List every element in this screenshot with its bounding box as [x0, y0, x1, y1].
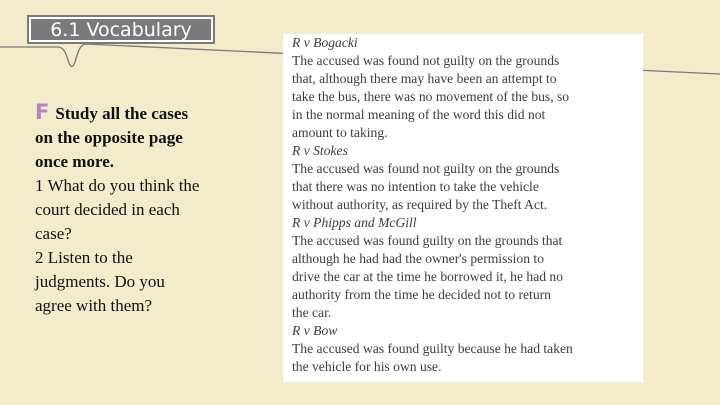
instruction-block	[35, 100, 255, 174]
task-letter: F	[35, 100, 50, 124]
question-line: 1 What do you think the	[35, 176, 200, 195]
question-line: 2 Listen to the	[35, 248, 133, 267]
case-line: the car.	[292, 305, 332, 320]
case-line: The accused was found not guilty on the grounds	[292, 53, 560, 68]
cases-list	[292, 34, 642, 376]
case-line: without authority, as required by the Theft Act.	[292, 197, 548, 212]
case-line: The accused was found not guilty on the grounds	[292, 161, 560, 176]
question-line: court decided in each	[35, 200, 180, 219]
case-line: that there was no intention to take the vehicle	[292, 179, 539, 194]
instruction-line: Study all the cases	[55, 104, 189, 123]
case-line: drive the car at the time he borrowed it, he had no	[292, 269, 564, 284]
case-line: The accused was found guilty because he had taken	[292, 341, 573, 356]
instruction-line: once more.	[35, 152, 114, 171]
question-line: case?	[35, 224, 72, 243]
case-phipps-mcgill	[292, 214, 642, 322]
case-line: take the bus, there was no movement of the bus, so	[292, 89, 570, 104]
case-line: in the normal meaning of the word this did not	[292, 107, 546, 122]
case-line: amount to taking.	[292, 125, 388, 140]
case-name: R v Stokes	[292, 143, 348, 158]
case-line: although he had had the owner's permission to	[292, 251, 544, 266]
slide-title: 6.1 Vocabulary	[50, 19, 192, 41]
case-line: authority from the time he decided not to return	[292, 287, 551, 302]
questions-block	[35, 174, 255, 318]
case-line: The accused was found guilty on the grounds that	[292, 233, 563, 248]
question-line: judgments. Do you	[35, 272, 165, 291]
cases-panel	[283, 34, 643, 382]
case-line: the vehicle for his own use.	[292, 359, 442, 374]
slide-title-box	[27, 15, 215, 44]
instruction-line: on the opposite page	[35, 128, 183, 147]
case-line: that, although there may have been an attempt to	[292, 71, 557, 86]
case-bow	[292, 322, 642, 376]
case-name: R v Phipps and McGill	[292, 215, 417, 230]
case-stokes	[292, 142, 642, 214]
task-instructions	[35, 100, 255, 318]
case-name: R v Bogacki	[292, 35, 358, 50]
case-name: R v Bow	[292, 323, 338, 338]
case-bogacki	[292, 34, 642, 142]
question-line: agree with them?	[35, 296, 153, 315]
